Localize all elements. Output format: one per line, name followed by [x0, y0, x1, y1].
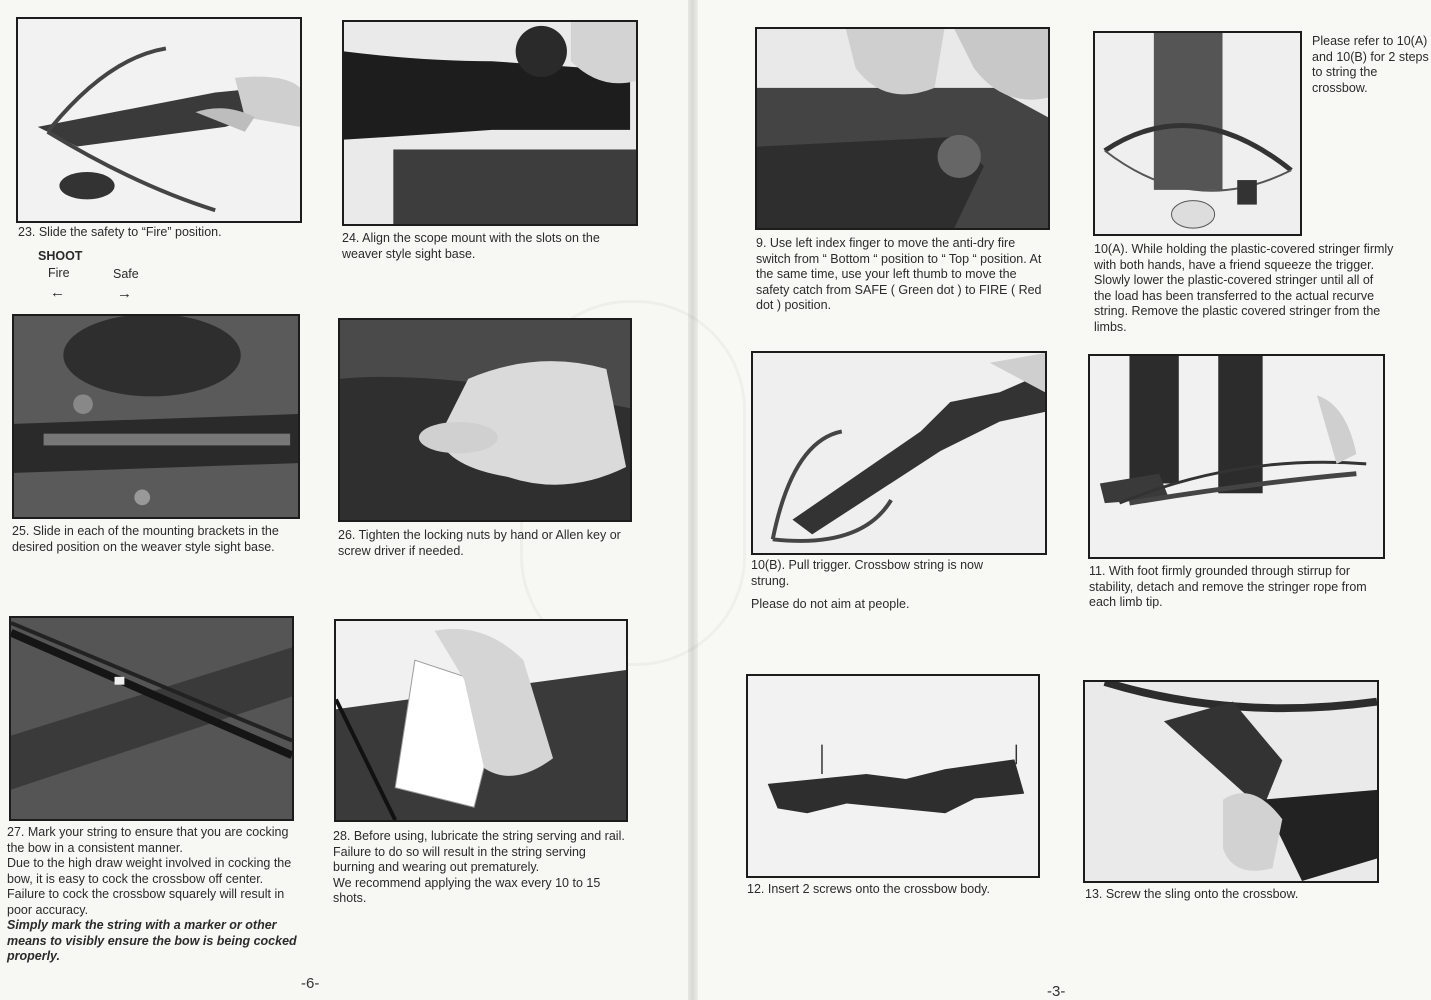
photo-step26	[338, 318, 632, 522]
step28-detail: We recommend applying the wax every 10 to 15 shots.	[333, 875, 601, 905]
photo-step24	[342, 20, 638, 226]
photo-step10b	[751, 351, 1047, 555]
caption-step10a: 10(A). While holding the plastic-covered stringer firmly with both hands, have a friend squeeze the trigger. Slowly lower the plastic-covered stringer until all of the load has been transferred to the actual recurve string. Remove the plastic covered stringer from the limbs.	[1094, 242, 1394, 334]
step27-detail: Due to the high draw weight involved in cocking the bow, it is easy to cock the crossbow off center. Failure to cock the crossbow squarely will result in poor accuracy.	[7, 856, 292, 917]
step27-text: 27. Mark your string to ensure that you are cocking the bow in a consistent manner.	[7, 825, 289, 855]
caption-step13: 13. Screw the sling onto the crossbow.	[1085, 887, 1299, 901]
shoot-diagram-title: SHOOT	[38, 249, 83, 263]
caption-step27	[7, 825, 302, 965]
caption-step23: 23. Slide the safety to “Fire” position.	[18, 225, 222, 239]
shoot-fire-label: Fire	[48, 266, 70, 280]
caption-step10b	[751, 558, 1021, 613]
shoot-safe-label: Safe	[113, 267, 139, 281]
right-arrow-icon: →	[117, 285, 132, 302]
photo-step12	[746, 674, 1040, 878]
caption-step24: 24. Align the scope mount with the slots on the weaver style sight base.	[342, 231, 600, 261]
step28-text: 28. Before using, lubricate the string serving and rail. Failure to do so will result in the string serving burning and wearing out prematurely.	[333, 829, 625, 874]
photo-step25	[12, 314, 300, 519]
caption-step12: 12. Insert 2 screws onto the crossbow body.	[747, 882, 990, 896]
caption-note10: Please refer to 10(A) and 10(B) for 2 steps to string the crossbow.	[1312, 34, 1429, 95]
step27-note: Simply mark the string with a marker or other means to visibly ensure the bow is being cocked properly.	[7, 918, 297, 963]
photo-step28	[334, 619, 628, 822]
photo-step23	[16, 17, 302, 223]
photo-step11	[1088, 354, 1385, 559]
caption-step26: 26. Tighten the locking nuts by hand or Allen key or screw driver if needed.	[338, 528, 621, 558]
caption-step11: 11. With foot firmly grounded through stirrup for stability, detach and remove the stringer rope from each limb tip.	[1089, 564, 1367, 609]
page-number-right: -3-	[1047, 983, 1066, 1000]
photo-step9	[755, 27, 1050, 230]
photo-step10a	[1093, 31, 1302, 236]
step10b-warning: Please do not aim at people.	[751, 597, 910, 611]
page-number-left: -6-	[301, 975, 320, 992]
step10b-text: 10(B). Pull trigger. Crossbow string is now strung.	[751, 558, 984, 588]
left-arrow-icon: ←	[50, 284, 65, 301]
caption-step9: 9. Use left index finger to move the anti-dry fire switch from “ Bottom “ position to “ Top “ position. At the same time, use your left thumb to move the safety catch from SAFE ( Green dot ) to FIRE ( Red dot ) position.	[756, 236, 1042, 312]
photo-step13	[1083, 680, 1379, 883]
photo-step27	[9, 616, 294, 821]
caption-step28	[333, 829, 631, 907]
caption-step25: 25. Slide in each of the mounting brackets in the desired position on the weaver style sight base.	[12, 524, 279, 554]
